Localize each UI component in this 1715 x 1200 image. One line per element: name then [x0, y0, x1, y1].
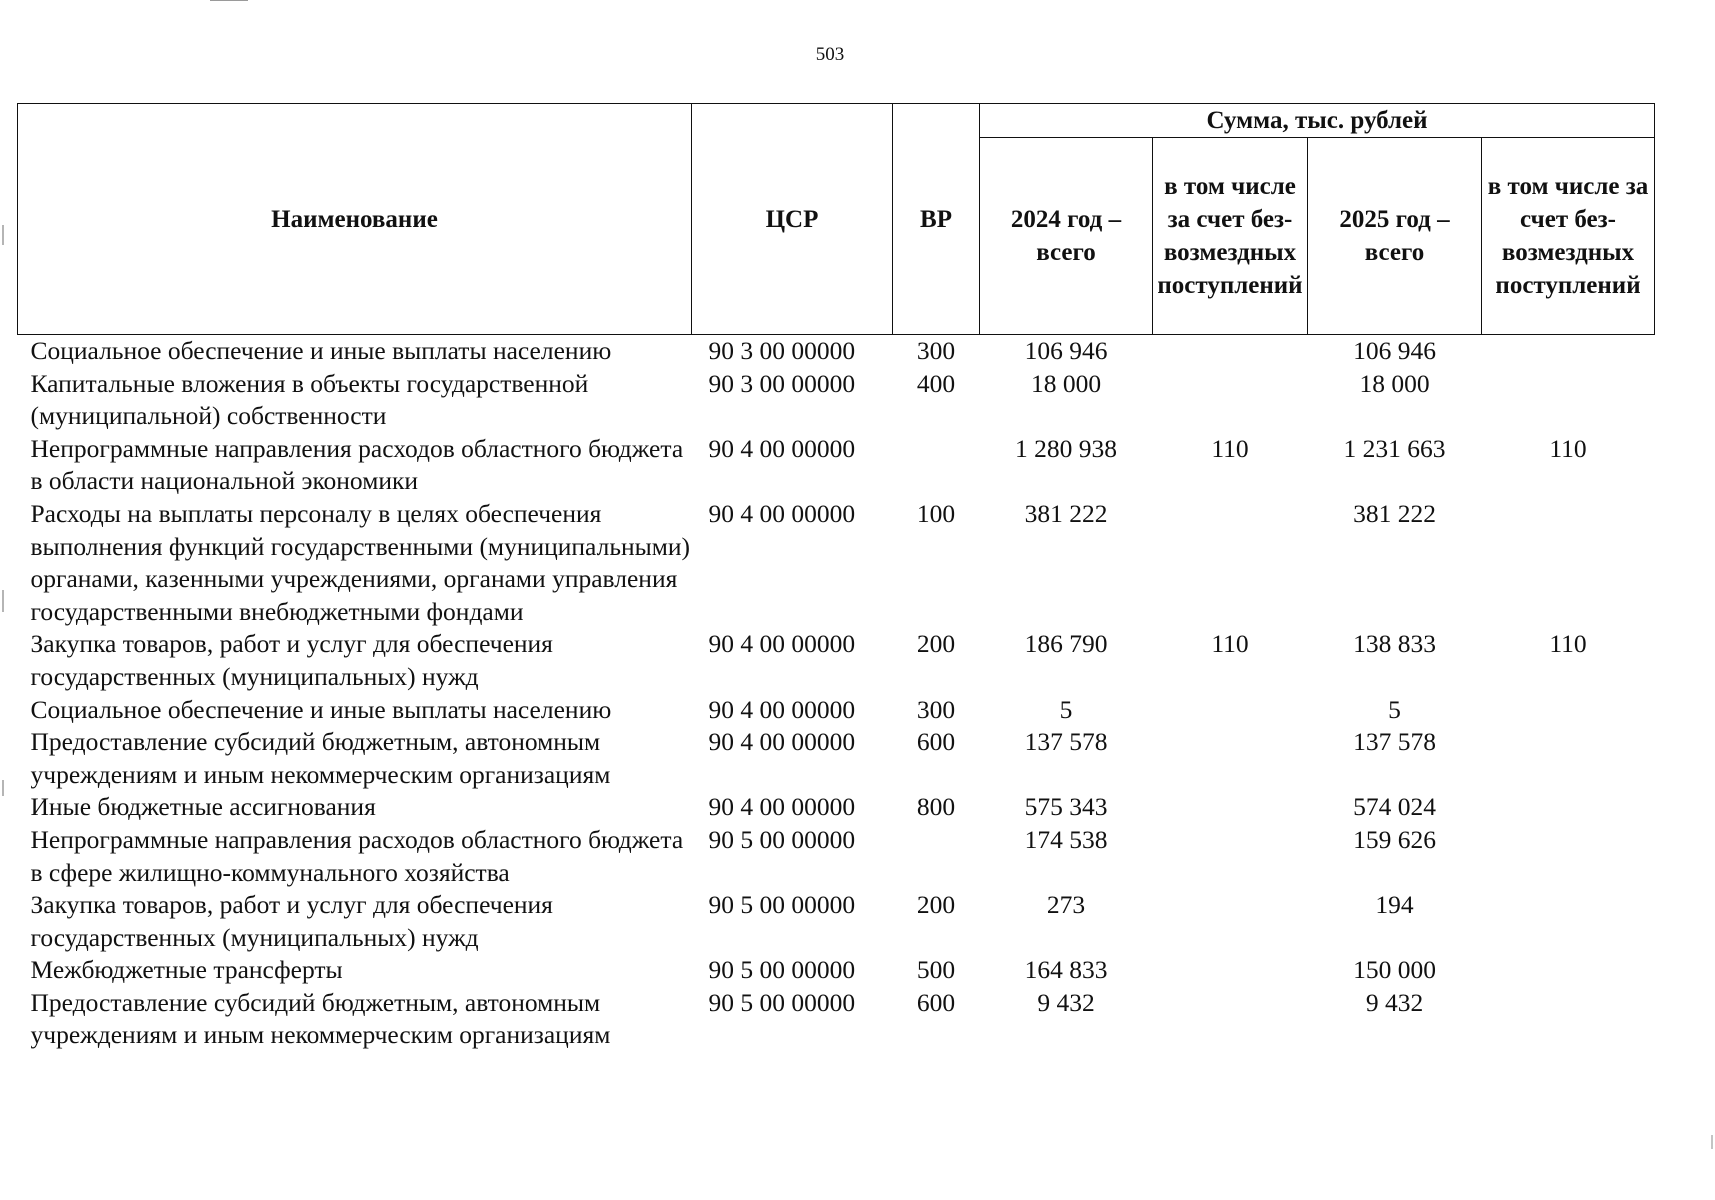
cell-name: Предоставление субсидий бюджетным, автономным учреждениям и иным некоммерческим организациям — [30, 727, 611, 789]
cell-vr: 200 — [916, 629, 956, 659]
header-2024-total: 2024 год – всего — [980, 138, 1153, 335]
table-row — [18, 824, 1655, 889]
table-row — [18, 335, 1655, 368]
cell-name: Межбюджетные трансферты — [30, 955, 343, 985]
cell-2024-grants — [1153, 954, 1308, 987]
cell-2024-grants — [1153, 791, 1308, 824]
header-csr: ЦСР — [692, 104, 893, 335]
cell-2024-total: 575 343 — [1024, 792, 1108, 822]
cell-2025-grants — [1482, 889, 1655, 954]
header-2024-grants: в том числе за счет безвозмездных поступлений — [1153, 138, 1308, 335]
cell-name: Расходы на выплаты персоналу в целях обеспечения выполнения функций государственными (муниципальными) органами, казенными учреждениями, органами управления государственными внебюджетными фондами — [30, 498, 691, 626]
cell-vr — [893, 824, 980, 889]
cell-name: Предоставление субсидий бюджетным, автономным учреждениям и иным некоммерческим организациям — [30, 987, 611, 1050]
cell-2025-grants — [1482, 694, 1655, 727]
scan-edge-mark — [210, 0, 248, 1]
cell-2025-grants — [1482, 726, 1655, 791]
cell-vr: 600 — [916, 727, 956, 757]
cell-vr: 200 — [916, 890, 956, 920]
table-row — [18, 628, 1655, 693]
cell-csr: 90 5 00 00000 — [708, 824, 856, 854]
cell-vr: 300 — [916, 336, 956, 365]
scan-edge-mark — [1711, 1135, 1713, 1149]
page-number: 503 — [815, 44, 845, 65]
cell-name: Закупка товаров, работ и услуг для обеспечения государственных (муниципальных) нужд — [30, 890, 553, 952]
cell-2025-total: 194 — [1375, 890, 1414, 920]
cell-2025-grants — [1482, 335, 1655, 368]
cell-2025-total: 1 231 663 — [1343, 433, 1446, 463]
scan-edge-mark — [2, 225, 4, 245]
cell-csr: 90 4 00 00000 — [708, 792, 856, 822]
cell-csr: 90 3 00 00000 — [708, 368, 856, 398]
cell-2025-grants — [1482, 987, 1655, 1052]
table-row — [18, 694, 1655, 727]
cell-2025-grants — [1482, 824, 1655, 889]
cell-vr: 800 — [916, 792, 956, 822]
cell-2024-grants — [1153, 889, 1308, 954]
table-row — [18, 726, 1655, 791]
cell-2025-total: 106 946 — [1353, 336, 1436, 365]
cell-2024-total: 273 — [1046, 890, 1086, 920]
cell-2025-grants — [1482, 954, 1655, 987]
cell-name: Непрограммные направления расходов областного бюджета в сфере жилищно-коммунального хозяйства — [30, 824, 684, 887]
cell-2025-grants: 110 — [1549, 433, 1587, 463]
header-vr: ВР — [893, 104, 980, 335]
cell-name: Социальное обеспечение и иные выплаты населению — [30, 336, 612, 365]
cell-2025-total: 381 222 — [1353, 498, 1436, 528]
cell-csr: 90 4 00 00000 — [708, 433, 856, 463]
cell-csr: 90 5 00 00000 — [708, 987, 856, 1017]
cell-vr — [893, 433, 980, 498]
table-row — [18, 889, 1655, 954]
cell-2024-total: 164 833 — [1024, 955, 1108, 985]
cell-csr: 90 4 00 00000 — [708, 629, 856, 659]
cell-2025-total: 574 024 — [1353, 792, 1436, 822]
table-body — [18, 335, 1655, 1053]
cell-2025-total: 18 000 — [1359, 368, 1430, 398]
cell-2025-total: 5 — [1388, 694, 1401, 724]
header-2025-grants: в том числе за счет безвозмездных поступлений — [1482, 138, 1655, 335]
cell-vr: 100 — [916, 498, 956, 528]
cell-2024-total: 1 280 938 — [1015, 433, 1117, 463]
cell-name: Капитальные вложения в объекты государственной (муниципальной) собственности — [30, 368, 589, 431]
cell-2025-total: 137 578 — [1353, 727, 1436, 757]
cell-csr: 90 5 00 00000 — [708, 890, 856, 920]
cell-2025-total: 138 833 — [1353, 629, 1436, 659]
cell-2024-total: 18 000 — [1030, 368, 1102, 398]
cell-2024-total: 106 946 — [1024, 336, 1108, 365]
cell-name: Социальное обеспечение и иные выплаты населению — [30, 694, 612, 724]
cell-2024-total: 174 538 — [1024, 824, 1108, 854]
cell-2024-grants — [1153, 368, 1308, 433]
table-row — [18, 368, 1655, 433]
cell-2024-total: 5 — [1059, 694, 1073, 724]
cell-2025-total: 9 432 — [1365, 987, 1424, 1017]
cell-name: Иные бюджетные ассигнования — [30, 792, 376, 822]
cell-name: Непрограммные направления расходов областного бюджета в области национальной экономики — [30, 433, 684, 496]
table-row — [18, 433, 1655, 498]
scan-edge-mark — [2, 780, 4, 796]
cell-csr: 90 4 00 00000 — [708, 694, 856, 724]
cell-csr: 90 4 00 00000 — [708, 727, 856, 757]
cell-2025-grants — [1482, 368, 1655, 433]
cell-2024-grants: 110 — [1211, 433, 1249, 463]
cell-csr: 90 4 00 00000 — [708, 498, 856, 528]
header-2025-total: 2025 год – всего — [1308, 138, 1482, 335]
table-header — [18, 104, 1655, 335]
cell-2024-grants — [1153, 987, 1308, 1052]
cell-name: Закупка товаров, работ и услуг для обеспечения государственных (муниципальных) нужд — [30, 629, 553, 691]
cell-csr: 90 5 00 00000 — [708, 955, 856, 985]
cell-2024-total: 186 790 — [1024, 629, 1108, 659]
table-row — [18, 791, 1655, 824]
cell-vr: 600 — [916, 987, 956, 1017]
cell-2024-grants — [1153, 824, 1308, 889]
cell-2024-total: 137 578 — [1024, 727, 1108, 757]
cell-2024-total: 381 222 — [1024, 498, 1108, 528]
cell-2025-total: 159 626 — [1353, 824, 1436, 854]
header-name: Наименование — [18, 104, 692, 335]
scan-edge-mark — [2, 590, 4, 612]
cell-2024-grants — [1153, 726, 1308, 791]
budget-table — [17, 103, 1655, 1052]
table-row — [18, 498, 1655, 628]
header-sum: Сумма, тыс. рублей — [980, 104, 1655, 138]
cell-2024-grants — [1153, 694, 1308, 727]
cell-2025-grants — [1482, 498, 1655, 628]
cell-csr: 90 3 00 00000 — [708, 336, 856, 365]
table-row — [18, 987, 1655, 1052]
cell-2024-grants — [1153, 498, 1308, 628]
cell-2025-grants — [1482, 791, 1655, 824]
cell-vr: 500 — [916, 955, 956, 985]
cell-2024-total: 9 432 — [1037, 987, 1095, 1017]
cell-2024-grants: 110 — [1211, 629, 1249, 659]
cell-vr: 300 — [916, 694, 956, 724]
table-row — [18, 954, 1655, 987]
cell-2025-total: 150 000 — [1353, 955, 1436, 985]
cell-2025-grants: 110 — [1549, 629, 1587, 659]
cell-vr: 400 — [916, 368, 956, 398]
cell-2024-grants — [1153, 335, 1308, 368]
